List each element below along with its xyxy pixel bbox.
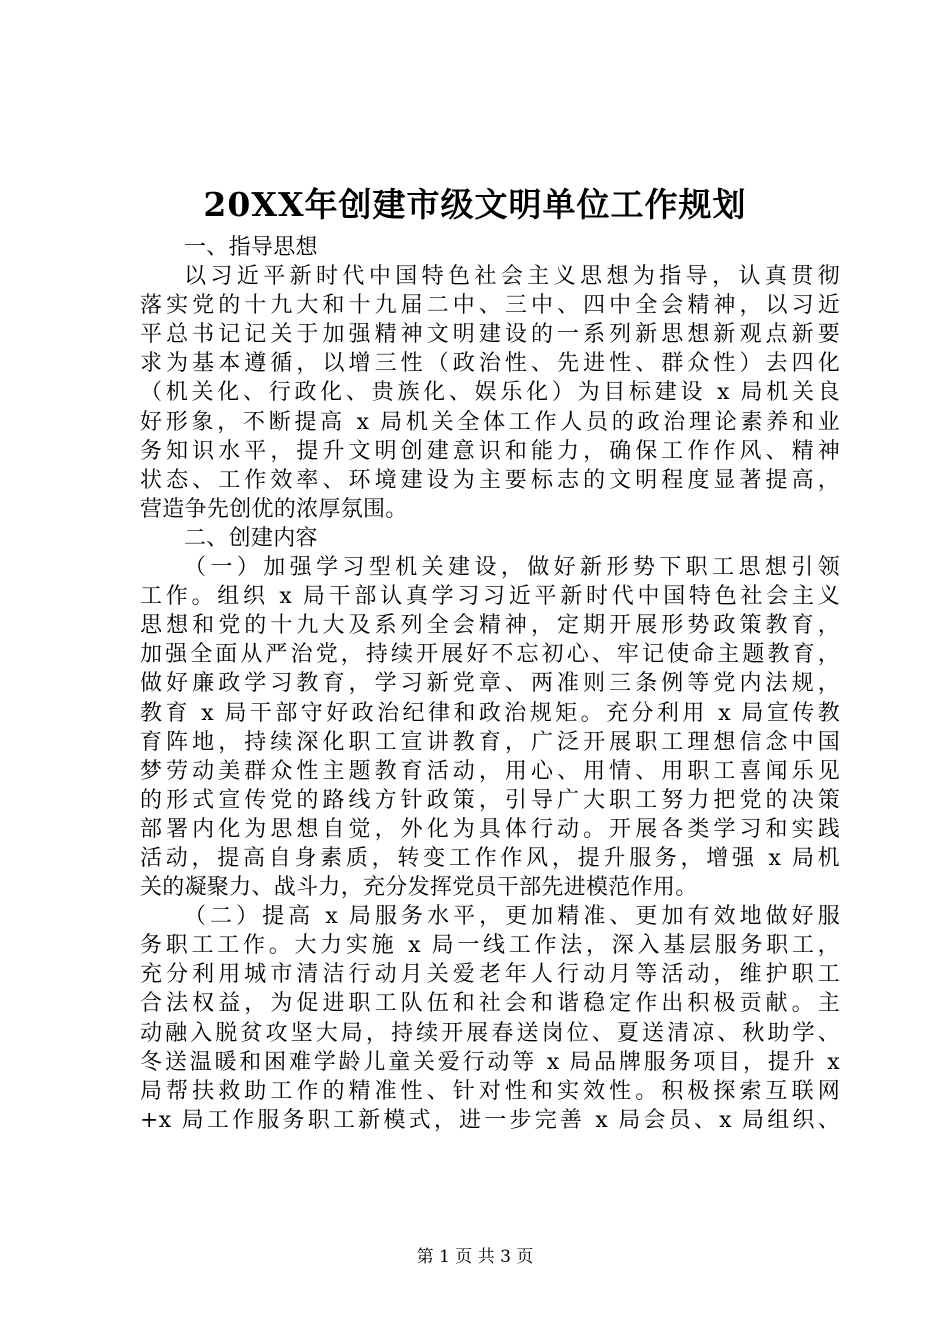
paragraph-line: 平总书记记关于加强精神文明建设的一系列新思想新观点新要: [140, 322, 840, 348]
paragraph-line: 工作。组织 x 局干部认真学习习近平新时代中国特色社会主义: [140, 584, 840, 610]
paragraph-line: +x 局工作服务职工新模式，进一步完善 x 局会员、x 局组织、: [140, 1107, 840, 1133]
paragraph-line: 务职工工作。大力实施 x 局一线工作法，深入基层服务职工，: [140, 933, 840, 959]
paragraph-line: 合法权益，为促进职工队伍和社会和谐稳定作出积极贡献。主: [140, 991, 840, 1017]
paragraph-line: 思想和党的十九大及系列全会精神，定期开展形势政策教育，: [140, 613, 840, 639]
page-number-footer: 第 1 页 共 3 页: [416, 1247, 534, 1267]
paragraph-line: 做好廉政学习教育，学习新党章、两准则三条例等党内法规，: [140, 671, 840, 697]
paragraph-line: 充分利用城市清洁行动月关爱老年人行动月等活动，维护职工: [140, 962, 840, 988]
paragraph-line: 加强全面从严治党，持续开展好不忘初心、牢记使命主题教育，: [140, 642, 840, 668]
paragraph-line: 动融入脱贫攻坚大局，持续开展春送岗位、夏送清凉、秋助学、: [140, 1020, 840, 1046]
paragraph-line: 教育 x 局干部守好政治纪律和政治规矩。充分利用 x 局宣传教: [140, 700, 840, 726]
paragraph-learning-organization: [140, 553, 840, 902]
paragraph-line: 部署内化为思想自觉，外化为具体行动。开展各类学习和实践: [140, 816, 840, 842]
paragraph-line: 好形象，不断提高 x 局机关全体工作人员的政治理论素养和业: [140, 409, 840, 435]
paragraph-line: 冬送温暖和困难学龄儿童关爱行动等 x 局品牌服务项目，提升 x: [140, 1049, 840, 1075]
paragraph-service-level: [140, 902, 840, 1135]
section-heading-creation-content: 二、创建内容: [184, 525, 318, 551]
paragraph-line: 活动，提高自身素质，转变工作作风，提升服务，增强 x 局机: [140, 845, 840, 871]
paragraph-line: 营造争先创优的浓厚氛围。: [140, 496, 408, 522]
paragraph-line: （一）加强学习型机关建设，做好新形势下职工思想引领: [184, 555, 840, 581]
paragraph-line: 育阵地，持续深化职工宣讲教育，广泛开展职工理想信念中国: [140, 729, 840, 755]
document-body: [140, 233, 840, 1135]
paragraph-line: 局帮扶救助工作的精准性、针对性和实效性。积极探索互联网: [140, 1078, 840, 1104]
paragraph-line: 务知识水平，提升文明创建意识和能力，确保工作作风、精神: [140, 438, 840, 464]
paragraph-line: （二）提高 x 局服务水平，更加精准、更加有效地做好服: [184, 904, 840, 930]
paragraph-line: 求为基本遵循，以增三性（政治性、先进性、群众性）去四化: [140, 351, 840, 377]
paragraph-line: （机关化、行政化、贵族化、娱乐化）为目标建设 x 局机关良: [140, 380, 840, 406]
paragraph-line: 关的凝聚力、战斗力，充分发挥党员干部先进模范作用。: [140, 875, 698, 901]
paragraph-line: 梦劳动美群众性主题教育活动，用心、用情、用职工喜闻乐见: [140, 758, 840, 784]
paragraph-line: 以习近平新时代中国特色社会主义思想为指导，认真贯彻: [184, 264, 840, 290]
paragraph-line: 落实党的十九大和十九届二中、三中、四中全会精神，以习近: [140, 293, 840, 319]
section-heading-guiding-ideology: 一、指导思想: [184, 235, 318, 260]
paragraph-line: 的形式宣传党的路线方针政策，引导广大职工努力把党的决策: [140, 787, 840, 813]
paragraph-guiding-ideology: [140, 262, 840, 524]
page-title: 20XX年创建市级文明单位工作规划: [203, 185, 747, 224]
paragraph-line: 状态、工作效率、环境建设为主要标志的文明程度显著提高，: [140, 467, 840, 493]
